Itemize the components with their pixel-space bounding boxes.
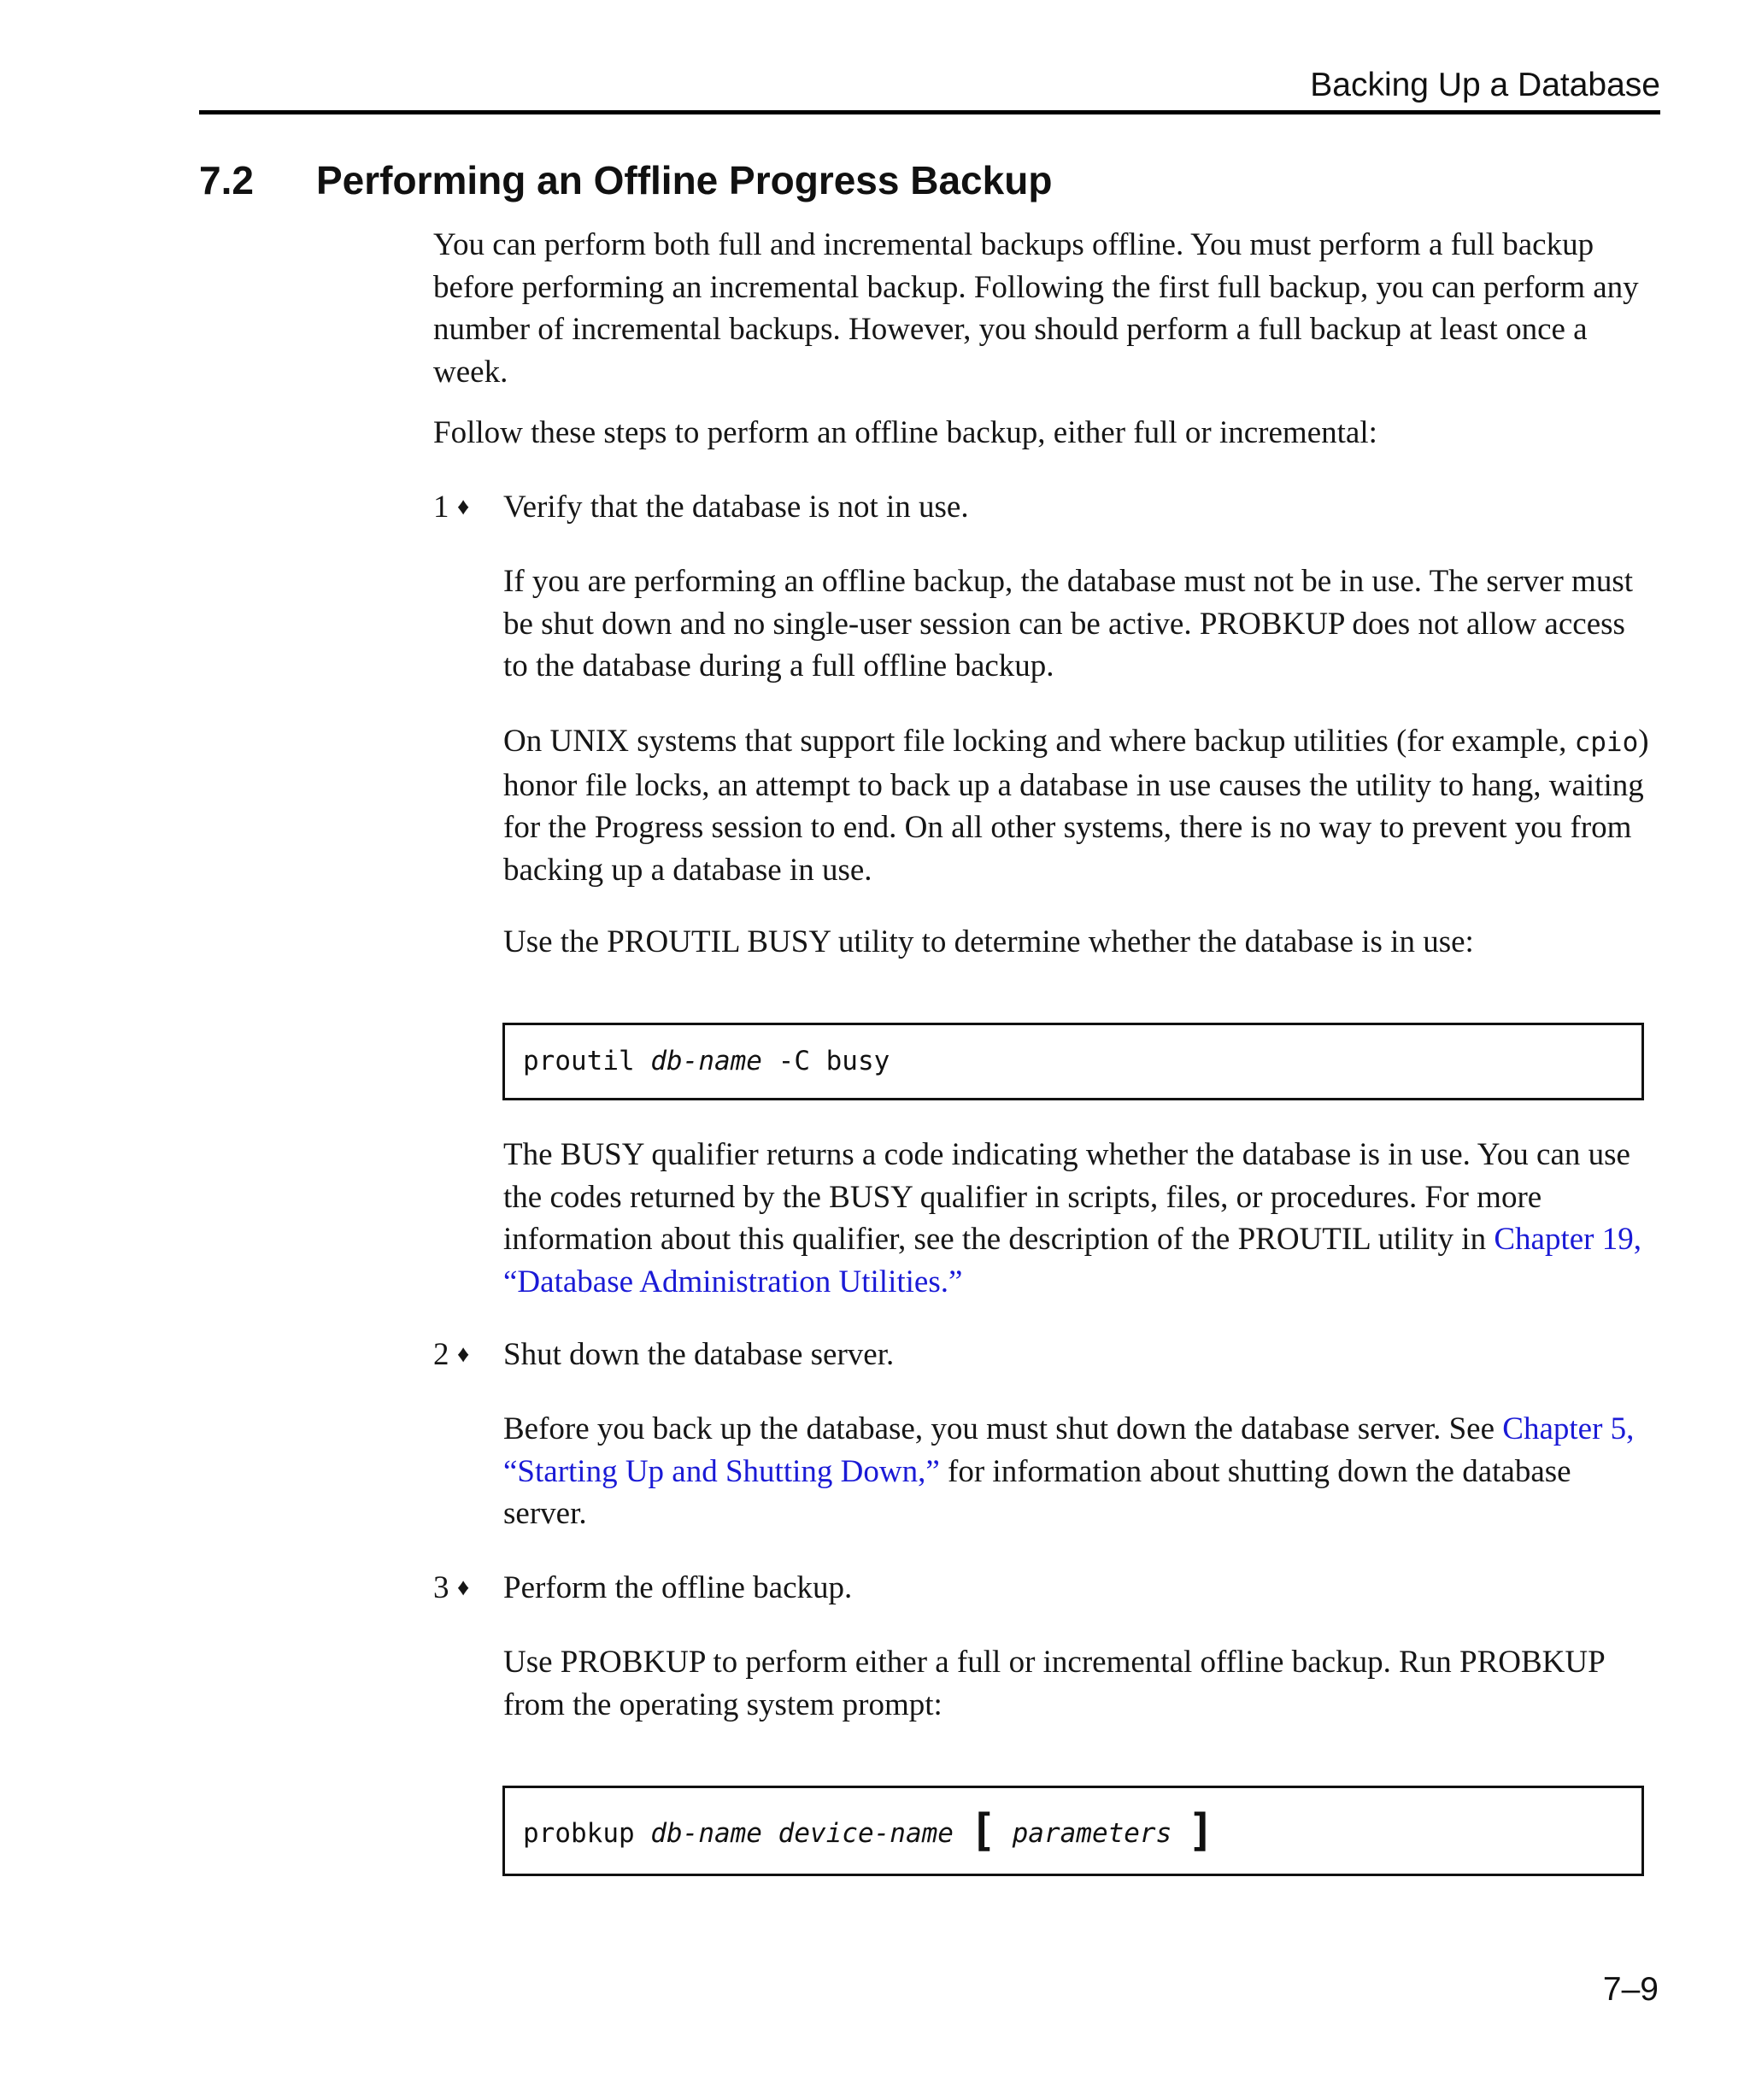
code-box-probkup bbox=[502, 1786, 1644, 1876]
step-number: 2 bbox=[433, 1337, 449, 1372]
code-box-proutil bbox=[502, 1023, 1644, 1100]
step-1-paragraph-2-text-b: ) honor file locks, an attempt to back up a database in use causes the utility to hang, waiting for the Progress session to end. On all other systems, there is no way to prevent you from backing up a database in use. bbox=[503, 724, 1649, 888]
step-label: Perform the offline backup. bbox=[503, 1570, 853, 1605]
page-number: 7–9 bbox=[1602, 1971, 1659, 2008]
code-optional-parameters: parameters bbox=[1012, 1818, 1172, 1849]
xref-starting-up-shutting-down[interactable]: “Starting Up and Shutting Down,” bbox=[503, 1453, 940, 1489]
diamond-bullet-icon: ♦ bbox=[457, 1575, 470, 1601]
step-1-paragraph-2-text-a: On UNIX systems that support file locking and where backup utilities (for example, bbox=[503, 724, 1575, 759]
xref-chapter-5[interactable]: Chapter 5, bbox=[1502, 1411, 1635, 1446]
code-command: proutil bbox=[523, 1046, 635, 1076]
step-1-paragraph-1: If you are performing an offline backup, the database must not be in use. The server must be shut down and no single-user session can be active. PROBKUP does not allow access to the database during a full offline backup. bbox=[503, 564, 1634, 683]
optional-close-bracket: ] bbox=[1187, 1805, 1215, 1857]
code-options: -C busy bbox=[778, 1046, 890, 1076]
code-argument-db-name: db-name bbox=[650, 1818, 762, 1849]
header-rule bbox=[199, 110, 1660, 114]
section-heading bbox=[199, 157, 1052, 203]
step-label: Shut down the database server. bbox=[503, 1337, 895, 1372]
optional-open-bracket: [ bbox=[969, 1805, 996, 1857]
step-2-paragraph-1 bbox=[503, 1408, 1657, 1535]
step-1-paragraph-2 bbox=[503, 720, 1657, 891]
step-label: Verify that the database is not in use. bbox=[503, 490, 969, 525]
code-argument: db-name bbox=[650, 1046, 762, 1076]
step-1-paragraph-4-text: The BUSY qualifier returns a code indicating whether the database is in use. You can use the codes returned by the BUSY qualifier in scripts, files, or procedures. For more information about this qualifier, see the description of the PROUTIL utility in bbox=[503, 1137, 1630, 1257]
running-header: Backing Up a Database bbox=[1310, 67, 1660, 103]
diamond-bullet-icon: ♦ bbox=[457, 1341, 470, 1368]
step-2-paragraph-1-text-b: for information about shutting down the database server. bbox=[503, 1453, 1571, 1531]
code-argument-device-name: device-name bbox=[778, 1818, 954, 1849]
intro-paragraph-2: Follow these steps to perform an offline backup, either full or incremental: bbox=[433, 415, 1377, 450]
step-1 bbox=[433, 486, 969, 529]
xref-db-admin-utilities[interactable]: “Database Administration Utilities.” bbox=[503, 1264, 963, 1299]
section-number: 7.2 bbox=[199, 158, 254, 202]
step-3-paragraph-1: Use PROBKUP to perform either a full or incremental offline backup. Run PROBKUP from the operating system prompt: bbox=[503, 1645, 1605, 1722]
step-2 bbox=[433, 1334, 894, 1376]
diamond-bullet-icon: ♦ bbox=[457, 494, 470, 520]
code-command: probkup bbox=[523, 1818, 635, 1849]
step-2-paragraph-1-text-a: Before you back up the database, you must shut down the database server. See bbox=[503, 1411, 1503, 1446]
inline-code-cpio: cpio bbox=[1574, 727, 1639, 758]
section-title: Performing an Offline Progress Backup bbox=[316, 158, 1053, 202]
step-3 bbox=[433, 1567, 852, 1610]
step-number: 1 bbox=[433, 490, 449, 525]
xref-chapter-19[interactable]: Chapter 19, bbox=[1494, 1222, 1641, 1257]
step-number: 3 bbox=[433, 1570, 449, 1605]
step-1-paragraph-3: Use the PROUTIL BUSY utility to determine whether the database is in use: bbox=[503, 924, 1474, 959]
intro-paragraph-1: You can perform both full and incremental backups offline. You must perform a full backup before performing an incremental backup. Following the first full backup, you can perform any number of incremental backups. However, you should perform a full backup at least once a week. bbox=[433, 227, 1639, 390]
step-1-paragraph-4 bbox=[503, 1134, 1657, 1303]
